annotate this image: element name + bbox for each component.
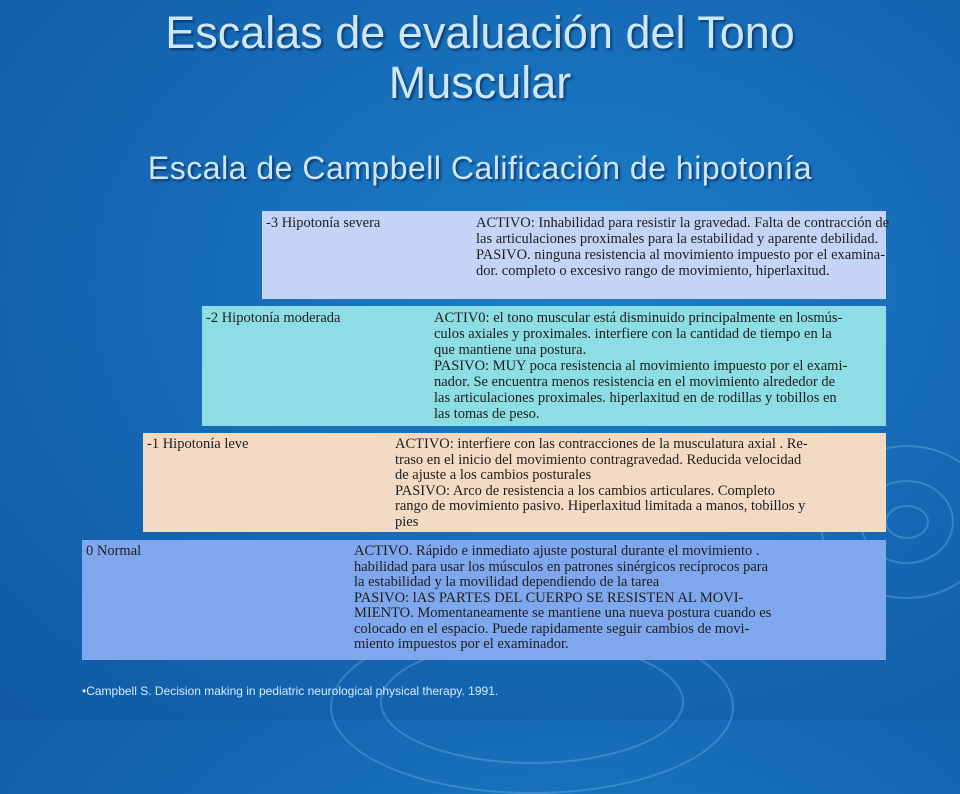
slide-subtitle: Escala de Campbell Calificación de hipotonía bbox=[147, 150, 813, 186]
description-line: colocado en el espacio. Puede rapidamente seguir cambios de movi- bbox=[354, 620, 750, 637]
description-line: las articulaciones proximales para la estabilidad y aparente debilidad. bbox=[476, 231, 879, 247]
scale-row-normal bbox=[82, 540, 886, 660]
description-line: miento impuestos por el examinador. bbox=[354, 636, 569, 652]
description-line: culos axiales y proximales. interfiere con la cantidad de tiempo en la bbox=[434, 326, 832, 342]
scale-level-label: 0 Normal bbox=[86, 543, 142, 559]
scale-level-label: -2 Hipotonía moderada bbox=[206, 310, 341, 326]
scale-description bbox=[354, 544, 771, 653]
scale-description bbox=[434, 310, 847, 422]
description-line: ACTIV0: el tono muscular está disminuido principalmente en losmús- bbox=[434, 310, 843, 326]
description-line: PASIVO. ninguna resistencia al movimiento impuesto por el examina- bbox=[476, 247, 886, 263]
scale-level-label: -1 Hipotonía leve bbox=[147, 436, 249, 452]
description-line: pies bbox=[395, 513, 419, 530]
description-line: PASIVO: MUY poca resistencia al movimiento impuesto por el exami- bbox=[434, 358, 848, 374]
scale-description bbox=[476, 215, 889, 279]
description-line: ACTIVO: interfiere con las contracciones de la musculatura axial . Re- bbox=[395, 436, 808, 452]
description-line: que mantiene una postura. bbox=[434, 342, 587, 358]
description-line: traso en el inicio del movimiento contragravedad. Reducida velocidad bbox=[395, 451, 802, 468]
description-line: nador. Se encuentra menos resistencia en el movimiento alrededor de bbox=[434, 374, 836, 390]
description-line: PASIVO: lAS PARTES DEL CUERPO SE RESISTEN AL MOVI- bbox=[354, 589, 744, 606]
description-line: ACTIVO. Rápido e inmediato ajuste postural durante el movimiento . bbox=[354, 543, 760, 559]
description-line: habilidad para usar los músculos en patrones sinérgicos recíprocos para bbox=[354, 558, 769, 575]
description-line: ACTIVO: Inhabilidad para resistir la gravedad. Falta de contracción de bbox=[476, 215, 890, 231]
description-line: PASIVO: Arco de resistencia a los cambios articulares. Completo bbox=[395, 482, 776, 499]
description-line: las articulaciones proximales. hiperlaxitud en de rodillas y tobillos en bbox=[434, 390, 837, 406]
slide-title-line-1: Escalas de evaluación del Tono bbox=[165, 7, 795, 58]
description-line: dor. completo o excesivo rango de movimiento, hiperlaxitud. bbox=[476, 263, 830, 279]
scale-row-severe bbox=[262, 211, 890, 299]
scale-row-mild bbox=[143, 433, 886, 532]
scale-description bbox=[395, 437, 808, 530]
description-line: la estabilidad y la movilidad dependiendo de la tarea bbox=[354, 574, 660, 590]
description-line: MIENTO. Momentaneamente se mantiene una nueva postura cuando es bbox=[354, 605, 772, 621]
scale-level-label: -3 Hipotonía severa bbox=[266, 215, 381, 231]
slide-title bbox=[0, 8, 960, 108]
scale-row-moderate bbox=[202, 306, 886, 426]
description-line: rango de movimiento pasivo. Hiperlaxitud limitada a manos, tobillos y bbox=[395, 498, 806, 514]
slide-title-line-2: Muscular bbox=[388, 57, 572, 108]
description-line: las tomas de peso. bbox=[434, 406, 540, 422]
description-line: de ajuste a los cambios posturales bbox=[395, 467, 592, 483]
citation-footnote: •Campbell S. Decision making in pediatric neurological physical therapy. 1991. bbox=[82, 684, 499, 698]
